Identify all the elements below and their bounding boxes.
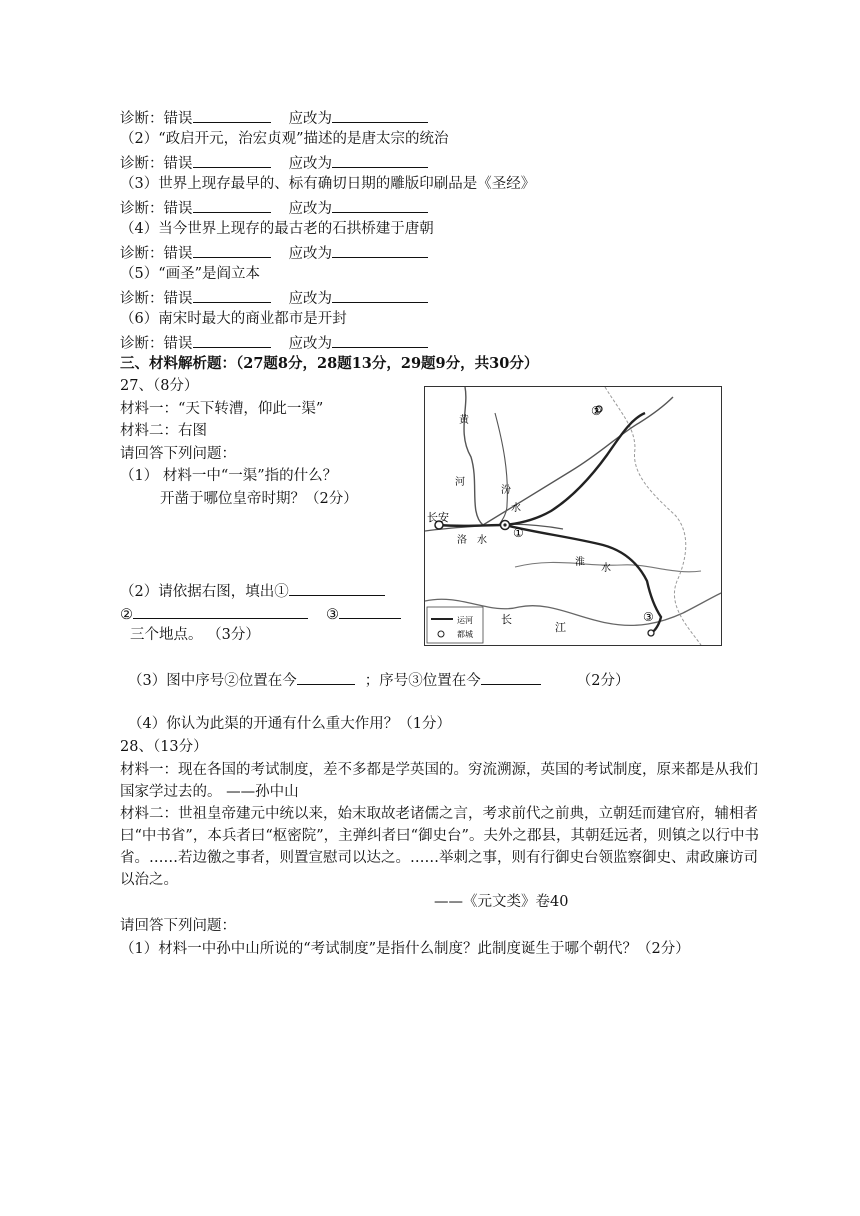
answer-blank[interactable] (133, 604, 308, 619)
answer-blank[interactable] (193, 288, 271, 303)
diagnosis-line-2 (120, 153, 428, 173)
answer-blank[interactable] (297, 670, 355, 685)
q27-sub3 (128, 670, 629, 690)
diagnosis-label: 诊断：错误 (120, 156, 193, 172)
q27-sub2-line1 (120, 581, 385, 601)
answer-blank[interactable] (193, 243, 271, 258)
correction-label: 应改为 (288, 156, 332, 172)
diagnosis-line-4 (120, 243, 428, 263)
answer-blank[interactable] (193, 153, 271, 168)
q27-material-2: 材料二：右图 (120, 423, 207, 439)
diagnosis-line-3 (120, 198, 428, 218)
correction-label: 应改为 (288, 246, 332, 262)
legend-city-icon (438, 631, 444, 637)
diagnosis-line-6 (120, 333, 428, 353)
q27-sub2-line3: 三个地点。 （3分） (130, 627, 260, 643)
coastline (605, 387, 701, 645)
q27-heading: 27、（8分） (120, 378, 199, 394)
diagnosis-label: 诊断：错误 (120, 291, 193, 307)
q28-heading: 28、（13分） (120, 739, 208, 755)
label-circle-1: ① (513, 526, 524, 540)
statement-2: （2）“政启开元，治宏贞观”描述的是唐太宗的统治 (120, 131, 449, 147)
label-huai: 淮 (575, 557, 585, 568)
marker-3: ③ (326, 607, 339, 623)
label-luo: 洛 (457, 535, 467, 546)
label-circle-3: ③ (643, 610, 654, 624)
answer-blank[interactable] (332, 108, 428, 123)
q27-sub3-text-2: ；序号③位置在今 (364, 673, 481, 689)
q27-sub2-text: （2）请依据右图，填出① (120, 584, 289, 600)
diagnosis-label: 诊断：错误 (120, 111, 193, 127)
label-shui: 水 (511, 503, 521, 514)
q27-sub3-text: （3）图中序号②位置在今 (128, 673, 297, 689)
answer-blank[interactable] (332, 198, 428, 213)
q28-prompt: 请回答下列问题： (120, 918, 236, 934)
yellow-river (464, 387, 673, 525)
label-jiang: 江 (555, 621, 566, 634)
label-circle-2: ② (591, 404, 602, 418)
correction-label: 应改为 (288, 111, 332, 127)
q28-material-2: 材料二：世祖皇帝建元中统以来，始末取故老诸儒之言，考求前代之前典，立朝廷而建官府，辅相者曰“中书省”，本兵者曰“枢密院”，主弹纠者曰“御史台”。夫外之郡县，其朝廷远者，则镇之以行中书省。……若边徼之事者，则置宣慰司以达之。……举刺之事，则有行御史台领监察御史、肃政廉访司以治之。 (120, 806, 759, 888)
diagnosis-label: 诊断：错误 (120, 201, 193, 217)
label-changan: 长安 (427, 511, 449, 524)
canal-north (439, 413, 645, 526)
diagnosis-line-1 (120, 108, 428, 128)
answer-blank[interactable] (332, 333, 428, 348)
answer-blank[interactable] (289, 581, 385, 596)
label-shui-3: 水 (601, 563, 611, 574)
q28-material-1: 材料一：现在各国的考试制度，差不多都是学英国的。穷流溯源，英国的考试制度，原来都是从我们国家学过去的。 ——孙中山 (120, 762, 758, 800)
answer-blank[interactable] (193, 333, 271, 348)
q27-prompt: 请回答下列问题： (120, 446, 236, 462)
answer-blank[interactable] (193, 198, 271, 213)
correction-label: 应改为 (288, 291, 332, 307)
statement-6: （6）南宋时最大的商业都市是开封 (120, 311, 347, 327)
statement-5: （5）“画圣”是阎立本 (120, 266, 261, 282)
answer-blank[interactable] (332, 288, 428, 303)
marker-2: ② (120, 607, 133, 623)
label-fen: 汾 (501, 485, 511, 496)
answer-blank[interactable] (481, 670, 541, 685)
map-legend (427, 607, 483, 643)
answer-blank[interactable] (193, 108, 271, 123)
q28-source: ——《元文类》卷40 (434, 894, 569, 910)
label-shui-2: 水 (477, 535, 487, 546)
diagnosis-label: 诊断：错误 (120, 336, 193, 352)
statement-3: （3）世界上现存最早的、标有确切日期的雕版印刷品是《圣经》 (120, 176, 536, 192)
section-heading: 三、材料解析题：（27题8分，28题13分，29题9分，共30分） (120, 355, 539, 372)
fen-river (495, 413, 507, 525)
answer-blank[interactable] (332, 243, 428, 258)
label-huang: 黄 (459, 415, 469, 426)
answer-blank[interactable] (339, 604, 401, 619)
label-he: 河 (455, 477, 465, 488)
label-chang: 长 (501, 613, 512, 626)
q27-sub2-line2 (120, 604, 401, 624)
diagnosis-label: 诊断：错误 (120, 246, 193, 262)
answer-blank[interactable] (332, 153, 428, 168)
map-svg (425, 387, 721, 645)
correction-label: 应改为 (288, 336, 332, 352)
q27-sub1-line2: 开凿于哪位皇帝时期？（2分） (160, 491, 358, 507)
city-yuhang (648, 630, 654, 636)
grand-canal-map (424, 386, 722, 646)
legend-city-label: 都城 (457, 630, 473, 639)
diagnosis-line-5 (120, 288, 428, 308)
correction-label: 应改为 (288, 201, 332, 217)
city-luoyang-dot (503, 523, 506, 526)
legend-canal-label: 运河 (457, 616, 473, 625)
q28-sub1: （1）材料一中孙中山所说的“考试制度”是指什么制度？此制度诞生于哪个朝代？（2分） (120, 941, 690, 957)
q27-sub4: （4）你认为此渠的开通有什么重大作用？（1分） (128, 716, 451, 732)
q27-material-1: 材料一：“天下转漕，仰此一渠” (120, 401, 324, 417)
q27-sub3-points: （2分） (576, 673, 630, 689)
q27-sub1-line1: （1） 材料一中“一渠”指的什么？ (120, 468, 338, 484)
statement-4: （4）当今世界上现存的最古老的石拱桥建于唐朝 (120, 221, 434, 237)
